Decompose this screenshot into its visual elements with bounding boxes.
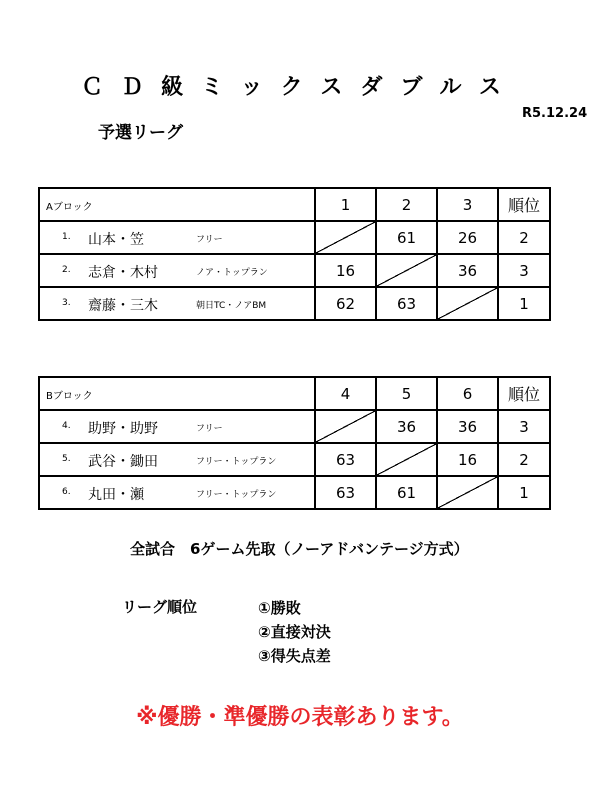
team-number: 3. (62, 298, 71, 308)
team-club: フリー・トップラン (196, 490, 277, 500)
rank-cell: 3 (498, 254, 550, 287)
team-club: フリー・トップラン (196, 457, 277, 467)
column-header: 2 (376, 188, 437, 221)
team-number: 4. (62, 421, 71, 431)
score-cell-self (315, 221, 376, 254)
score-cell: 36 (437, 410, 498, 443)
score-cell-self (315, 410, 376, 443)
team-cell (39, 443, 315, 476)
block-b-table (38, 376, 551, 510)
ranking-criterion: ③得失点差 (258, 647, 331, 665)
score-cell: 36 (376, 410, 437, 443)
page-title: ＣＤ級ミックスダブルス (81, 75, 519, 100)
score-cell: 26 (437, 221, 498, 254)
team-players: 武谷・鋤田 (88, 454, 158, 470)
team-club: 朝日TC・ノアBM (196, 301, 267, 311)
score-cell: 16 (437, 443, 498, 476)
rank-cell: 2 (498, 443, 550, 476)
ranking-criterion: ②直接対決 (258, 623, 331, 641)
team-cell (39, 476, 315, 509)
score-cell: 16 (315, 254, 376, 287)
rank-header: 順位 (498, 188, 550, 221)
column-header: 6 (437, 377, 498, 410)
column-header: 4 (315, 377, 376, 410)
stage-subtitle: 予選リーグ (98, 123, 183, 143)
ranking-criteria-list (258, 596, 331, 668)
rank-cell: 1 (498, 287, 550, 320)
block-name: Aブロック (39, 188, 315, 221)
team-players: 志倉・木村 (88, 265, 158, 281)
team-cell (39, 254, 315, 287)
rank-cell: 1 (498, 476, 550, 509)
team-number: 1. (62, 232, 71, 242)
block-name: Bブロック (39, 377, 315, 410)
score-cell: 63 (376, 287, 437, 320)
team-number: 5. (62, 454, 71, 464)
team-number: 2. (62, 265, 71, 275)
table-header-row (39, 377, 550, 410)
column-header: 1 (315, 188, 376, 221)
team-club: ノア・トップラン (196, 268, 268, 278)
table-row (39, 476, 550, 509)
score-cell: 61 (376, 476, 437, 509)
table-row (39, 287, 550, 320)
score-cell-self (437, 476, 498, 509)
team-cell (39, 410, 315, 443)
rank-cell: 3 (498, 410, 550, 443)
team-cell (39, 221, 315, 254)
team-number: 6. (62, 487, 71, 497)
team-players: 山本・笠 (88, 232, 144, 248)
score-cell-self (437, 287, 498, 320)
score-cell: 63 (315, 476, 376, 509)
team-cell (39, 287, 315, 320)
column-header: 5 (376, 377, 437, 410)
table-row (39, 410, 550, 443)
rank-cell: 2 (498, 221, 550, 254)
match-format-note: 全試合 6ゲーム先取（ノーアドバンテージ方式） (130, 540, 469, 558)
team-players: 助野・助野 (88, 421, 158, 437)
table-row (39, 254, 550, 287)
rank-header: 順位 (498, 377, 550, 410)
score-cell: 62 (315, 287, 376, 320)
score-cell: 36 (437, 254, 498, 287)
team-players: 丸田・瀬 (88, 487, 144, 503)
ranking-label: リーグ順位 (122, 598, 198, 616)
team-players: 齋藤・三木 (88, 298, 158, 314)
event-date: R5.12.24 (522, 106, 588, 121)
block-a-table (38, 187, 551, 321)
table-row (39, 443, 550, 476)
score-cell-self (376, 443, 437, 476)
score-cell: 61 (376, 221, 437, 254)
column-header: 3 (437, 188, 498, 221)
table-header-row (39, 188, 550, 221)
score-cell: 63 (315, 443, 376, 476)
ranking-criterion: ①勝敗 (258, 599, 301, 617)
score-cell-self (376, 254, 437, 287)
team-club: フリー (196, 424, 223, 434)
team-club: フリー (196, 235, 223, 245)
table-row (39, 221, 550, 254)
award-notice: ※優勝・準優勝の表彰あります。 (136, 705, 464, 730)
